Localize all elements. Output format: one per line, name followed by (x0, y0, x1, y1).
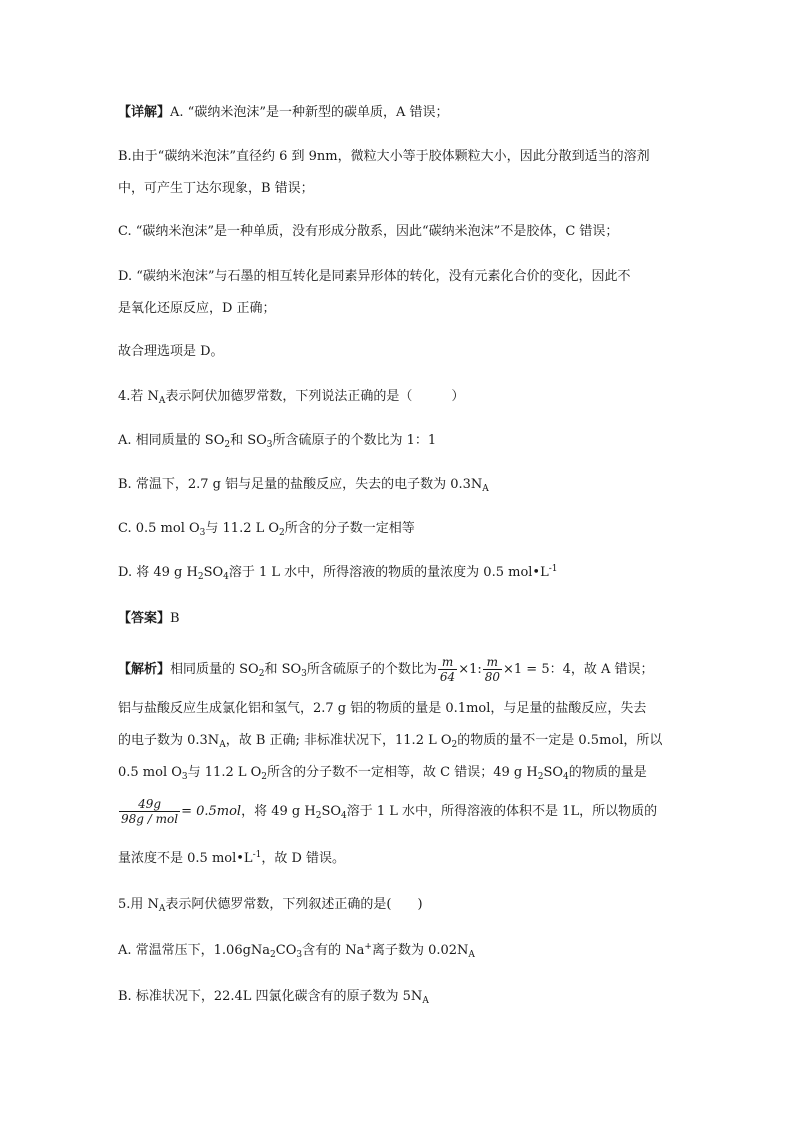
fraction-m-over-64: $\frac{m}{64}$ (439, 655, 456, 684)
analysis-label: 【解析】 (118, 662, 171, 677)
detail-line-6: 是氧化还原反应，D 正确； (118, 301, 276, 316)
fraction-m-over-80: $\frac{m}{80}$ (484, 655, 501, 684)
question-4-answer (118, 610, 180, 628)
detail-line-5: D. “碳纳米泡沫”与石墨的相互转化是同素异形体的转化，没有元素化合价的变化，因此不 (118, 269, 631, 284)
analysis-line-4: 0.5 mol $O_3$与 11.2 L $O_2$所含的分子数不一定相等，故 C 错误；49 g $H_2SO_4$的物质的量是 (118, 765, 647, 782)
detail-line-1: 【详解】A. “碳纳米泡沫”是一种新型的碳单质，A 错误； (118, 105, 449, 120)
analysis-line-2: 铝与盐酸反应生成氯化铝和氢气，2.7 g 铝的物质的量是 0.1mol，与足量的盐酸反应，失去 (118, 701, 647, 716)
fraction-49g-over-98g-mol: $\frac{49g}{\text{98g / mol}}$ (121, 797, 179, 826)
answer-value: B (170, 611, 180, 626)
detail-label: 【详解】 (118, 105, 171, 120)
analysis-line-5: $\frac{49g}{\text{98g / mol}}$ = 0.5mol，将 49 g $H_2SO_4$溶于 1 L 水中，所得溶液的体积不是 1L，所以物质的 (121, 797, 658, 826)
answer-label: 【答案】 (118, 611, 171, 626)
question-4-stem: 4.若 $N_A$表示阿伏加德罗常数，下列说法正确的是（ ） (118, 389, 465, 406)
detail-line-4: C. “碳纳米泡沫”是一种单质，没有形成分散系，因此“碳纳米泡沫”不是胶体，C 错误； (118, 224, 619, 239)
detail-line-7: 故合理选项是 D。 (118, 344, 224, 359)
detail-line-2: B.由于“碳纳米泡沫”直径约 6 到 9nm，微粒大小等于胶体颗粒大小，因此分散到适当的溶剂 (118, 149, 650, 164)
analysis-line-1: 【解析】相同质量的 $SO_2$和 $SO_3$所含硫原子的个数比为 $\frac{m}{64}$ ×1: $\frac{m}{80}$ ×1 = 5：4，故 A 错误； (118, 655, 654, 684)
analysis-line-3: 的电子数为 $0.3N_A$，故 B 正确; 非标准状况下，11.2 L $O_2$的物质的量不一定是 0.5mol，所以 (118, 733, 663, 750)
question-4-option-b: B. 常温下，2.7 g 铝与足量的盐酸反应，失去的电子数为 $0.3N_A$ (118, 477, 489, 494)
question-4-option-d: D. 将 49 g $H_2SO_4$溶于 1 L 水中，所得溶液的物质的量浓度为 0.5 $mol•L^{-1}$ (118, 564, 558, 582)
question-4-option-a: A. 相同质量的 $SO_2$和 $SO_3$所含硫原子的个数比为 1：1 (118, 433, 437, 450)
question-4-option-c: C. 0.5 mol $O_3$与 11.2 L $O_2$所含的分子数一定相等 (118, 521, 415, 538)
question-5-stem: 5.用 $N_A$表示阿伏德罗常数，下列叙述正确的是( ) (118, 897, 423, 914)
question-5-option-b: B. 标准状况下，22.4L 四氯化碳含有的原子数为 $5N_A$ (118, 989, 429, 1006)
analysis-line-6: 量浓度不是 0.5 $mol•L^{-1}$，故 D 错误。 (118, 850, 346, 866)
question-5-option-a: A. 常温常压下，$1.06gNa_2CO_3$含有的 Na+离子数为 $0.02N_A$ (118, 942, 475, 960)
detail-line-3: 中，可产生丁达尔现象，B 错误； (118, 181, 314, 196)
